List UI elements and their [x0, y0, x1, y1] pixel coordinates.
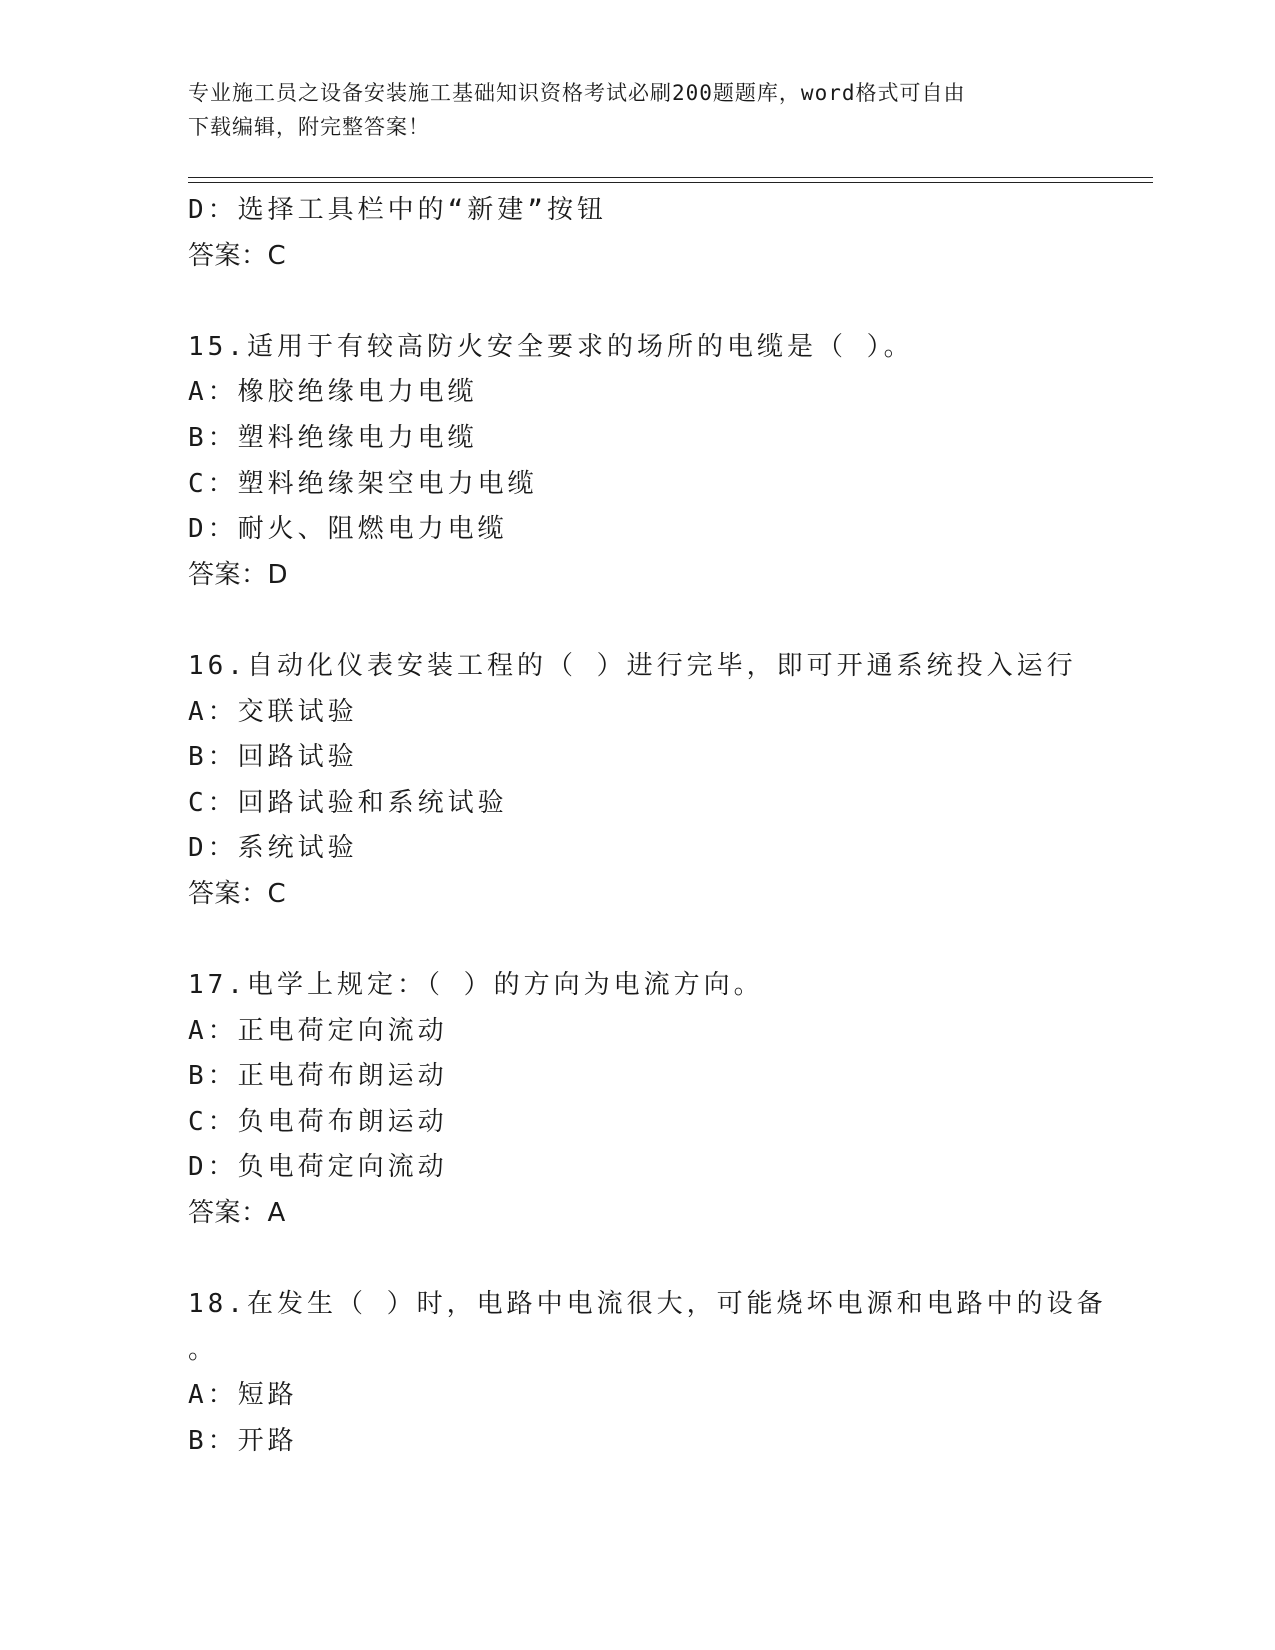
option-a: A：正电荷定向流动 [188, 1015, 448, 1046]
question-stem: 18.在发生（ ）时，电路中电流很大，可能烧坏电源和电路中的设备 [188, 1289, 1107, 1320]
document-header [188, 76, 1068, 144]
option-d: D：耐火、阻燃电力电缆 [188, 514, 508, 545]
spacer [188, 279, 1148, 325]
option-d: D：负电荷定向流动 [188, 1152, 448, 1183]
header-line-1: 专业施工员之设备安装施工基础知识资格考试必刷200题题库，word格式可自由 [188, 81, 966, 105]
spacer [188, 918, 1148, 964]
option-a: A：短路 [188, 1380, 298, 1411]
question-stem: 15.适用于有较高防火安全要求的场所的电缆是（ ）。 [188, 331, 914, 362]
option-b: B：塑料绝缘电力电缆 [188, 422, 478, 453]
spacer [188, 1237, 1148, 1283]
option-b: B：开路 [188, 1426, 298, 1457]
answer-line: 答案：A [188, 1198, 286, 1229]
question-stem-continuation: 。 [188, 1334, 215, 1365]
option-c: C：塑料绝缘架空电力电缆 [188, 468, 538, 499]
header-line-2: 下载编辑，附完整答案！ [188, 115, 430, 139]
spacer [188, 598, 1148, 644]
question-stem: 16.自动化仪表安装工程的（ ）进行完毕，即可开通系统投入运行 [188, 650, 1077, 681]
option-d: D：选择工具栏中的“新建”按钮 [188, 195, 607, 225]
option-a: A：橡胶绝缘电力电缆 [188, 377, 478, 408]
header-divider-bottom [188, 182, 1153, 183]
option-b: B：回路试验 [188, 742, 358, 773]
option-b: B：正电荷布朗运动 [188, 1061, 448, 1092]
answer-line: 答案：C [188, 878, 287, 909]
option-d: D：系统试验 [188, 833, 358, 864]
question-stem: 17.电学上规定：（ ）的方向为电流方向。 [188, 970, 764, 1001]
question-list [188, 188, 1148, 1465]
header-divider-top [188, 177, 1153, 178]
answer-line: 答案：D [188, 559, 289, 590]
option-c: C：负电荷布朗运动 [188, 1106, 448, 1137]
option-c: C：回路试验和系统试验 [188, 787, 508, 818]
answer-line: 答案：C [188, 240, 287, 271]
option-a: A：交联试验 [188, 696, 358, 727]
